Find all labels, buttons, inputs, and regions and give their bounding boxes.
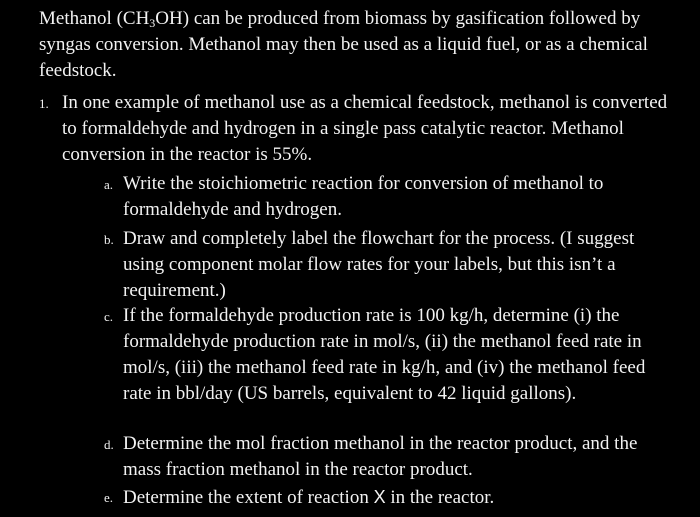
part-b-text: Draw and completely label the flowchart for the process. (I suggest using component molar flow rates for your labels, but this isn’t a requirement.) [123, 228, 635, 301]
part-b-marker: b. [104, 232, 114, 247]
intro-subscript-3: 3 [149, 16, 156, 30]
part-e-marker: e. [104, 490, 114, 505]
extent-of-reaction-symbol: X [373, 487, 386, 507]
part-a-text: Write the stoichiometric reaction for conversion of methanol to formaldehyde and hydrogen. [123, 173, 604, 220]
part-e [104, 484, 674, 511]
part-c [104, 303, 674, 407]
question-1 [39, 90, 679, 168]
part-c-marker: c. [104, 309, 114, 324]
part-a-marker: a. [104, 177, 114, 192]
part-e-text [104, 484, 674, 511]
part-c-text: If the formaldehyde production rate is 100 kg/h, determine (i) the formaldehyde production rate in mol/s, (ii) the methanol feed rate in mol/s, (iii) the methanol feed rate in kg/h, and (iv) the methanol feed rate in bbl/day (US barrels, equivalent to 42 liquid gallons). [123, 305, 646, 404]
part-e-text-before: Determine the extent of reaction [123, 487, 374, 508]
part-d-marker: d. [104, 437, 114, 452]
part-d [104, 431, 674, 483]
intro-paragraph [39, 6, 684, 84]
part-e-text-after: in the reactor. [385, 487, 495, 508]
question-1-marker: 1. [39, 96, 49, 111]
intro-text-part2: OH) can be produced from biomass by gasification followed by syngas conversion. Methanol may then be used as a liquid fuel, or as a chemical feedstock. [39, 8, 648, 81]
part-d-text: Determine the mol fraction methanol in the reactor product, and the mass fraction methanol in the reactor product. [123, 433, 638, 480]
part-b [104, 226, 674, 304]
intro-text-part1: Methanol (CH [39, 8, 150, 29]
question-1-text: In one example of methanol use as a chemical feedstock, methanol is converted to formaldehyde and hydrogen in a single pass catalytic reactor. Methanol conversion in the reactor is 55%. [62, 92, 668, 165]
part-a [104, 171, 674, 223]
